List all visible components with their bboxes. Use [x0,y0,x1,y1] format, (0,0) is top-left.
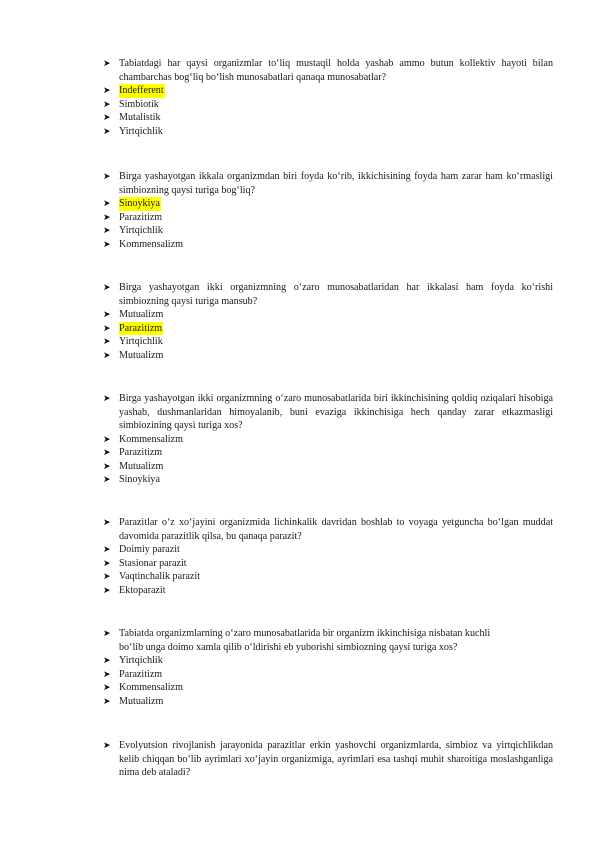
option [102,543,553,557]
option-label: Kommensalizm [119,433,183,445]
option-label: Ektoparazit [119,584,166,596]
option [102,473,553,487]
option-label: Parazitizm [119,447,163,458]
option-label: Parazitizm [119,668,163,680]
option-label-highlighted: Sinoykiya [119,198,160,209]
option [102,460,553,474]
question-2 [102,170,553,251]
arrow-bullet-icon: ➤ [103,309,111,319]
arrow-bullet-icon: ➤ [103,349,111,360]
question-text [102,57,553,84]
option [102,308,553,322]
question-2-text: Birga yashayotgan ikkala organizmdan biri foyda ko‘rib, ikkichisining foyda ham zarar ham ko‘rmasligi simbiozning qaysi turiga bog‘liq? [119,171,553,196]
option-label-highlighted: Indefferent [119,85,164,96]
question-text [102,392,553,433]
arrow-bullet-icon: ➤ [103,198,111,208]
question-4-text: Birga yashayotgan ikki organizmning o‘zaro munosabatlarida biri ikkinchisining qoldiq oziqalari hisobiga yashab, dushmanlaridan himoyalanib, buni evaziga ikkinchisiga hech qanday zarar etkazmasligi simbiozining qaysi turiga xos? [119,393,553,431]
question-text-line [102,627,553,641]
arrow-bullet-icon: ➤ [103,460,111,471]
arrow-bullet-icon: ➤ [103,85,111,95]
arrow-bullet-icon: ➤ [103,393,111,403]
option [102,557,553,571]
option [102,584,553,598]
option-label: Yirtqichlik [119,225,163,236]
option [102,570,553,584]
question-3-text: Birga yashayotgan ikki organizmning o‘zaro munosabatlaridan har ikkalasi ham foyda ko‘rishi simbiozning qaysi turiga mansub? [119,282,553,307]
option-label: Parazitizm [119,211,163,223]
arrow-bullet-icon: ➤ [103,322,111,333]
option-label: Mutalistik [119,112,161,123]
question-6-text-line-2: bo‘lib unga doimo xamla qilib o‘ldirishi eb yuborishi simbiozning qaysi turiga xos? [119,641,458,653]
question-1-text: Tabiatdagi har qaysi organizmlar to‘liq mustaqil holda yashab ammo butun kollektiv hayoti bilan chambarchas bog‘liq bo‘lish munosabatlari qanaqa munosabatlar? [119,58,553,83]
arrow-bullet-icon: ➤ [103,571,111,581]
option-label: Mutualizm [119,349,164,361]
arrow-bullet-icon: ➤ [103,447,111,457]
arrow-bullet-icon: ➤ [103,544,111,554]
question-5-text: Parazitlar o‘z xo‘jayini organizmida lichinkalik davridan boshlab to voyaga yetguncha bo‘lgan muddat davomida parazitlik qilsa, bu qanaqa parazit? [119,517,553,542]
option [102,238,553,252]
question-7-text: Evolyutsion rivojlanish jarayonida parazitlar erkin yashovchi organizmlarda, simbioz va yirtqichlikdan kelib chiqqan bo‘lib ayrimlari xo‘jayin organizmiga, ayrimlari esa tashqi muhit sharoitiga moslashganliga nima deb ataladi? [119,740,553,778]
option [102,224,553,238]
option-label: Mutualizm [119,695,164,707]
arrow-bullet-icon: ➤ [103,668,111,679]
option-label: Sinoykiya [119,474,160,485]
arrow-bullet-icon: ➤ [103,740,111,750]
option-label-highlighted: Parazitizm [119,322,163,334]
option-label: Kommensalizm [119,238,183,250]
arrow-bullet-icon: ➤ [103,282,111,292]
option-label: Kommensalizm [119,682,183,693]
arrow-bullet-icon: ➤ [103,682,111,692]
option [102,125,553,139]
arrow-bullet-icon: ➤ [103,211,111,222]
option [102,349,553,363]
question-text-line [102,641,553,655]
question-text [102,516,553,543]
option-label: Yirtqichlik [119,336,163,347]
question-7 [102,739,553,780]
arrow-bullet-icon: ➤ [103,695,111,706]
option-label: Mutualizm [119,460,164,472]
option [102,695,553,709]
option-label: Yirtqichlik [119,125,163,137]
option [102,211,553,225]
option-label: Yirtqichlik [119,655,163,666]
arrow-bullet-icon: ➤ [103,517,111,527]
arrow-bullet-icon: ➤ [103,557,111,568]
option-label: Simbiotik [119,98,159,110]
arrow-bullet-icon: ➤ [103,655,111,665]
option [102,654,553,668]
arrow-bullet-icon: ➤ [103,225,111,235]
arrow-bullet-icon: ➤ [103,584,111,595]
question-5 [102,516,553,597]
arrow-bullet-icon: ➤ [103,336,111,346]
arrow-bullet-icon: ➤ [103,171,111,181]
option [102,111,553,125]
question-text [102,739,553,780]
option-label: Vaqtinchalik parazit [119,571,200,582]
question-text [102,170,553,197]
option [102,668,553,682]
option [102,681,553,695]
option [102,433,553,447]
arrow-bullet-icon: ➤ [103,58,111,68]
question-4 [102,392,553,487]
arrow-bullet-icon: ➤ [103,98,111,109]
question-6-text-line-1: Tabiatda organizmlarning o‘zaro munosabatlarida bir organizm ikkinchisiga nisbatan kuchli [119,628,491,639]
question-6 [102,627,553,708]
option-label: Mutualizm [119,309,164,320]
question-1 [102,57,553,138]
option [102,322,553,336]
option-label: Doimiy parazit [119,544,180,555]
option [102,98,553,112]
arrow-bullet-icon: ➤ [103,433,111,444]
question-text [102,281,553,308]
option [102,335,553,349]
option-label: Stasionar parazit [119,557,187,569]
arrow-bullet-icon: ➤ [103,112,111,122]
arrow-bullet-icon: ➤ [103,474,111,484]
option [102,197,553,211]
arrow-bullet-icon: ➤ [103,238,111,249]
question-3 [102,281,553,362]
option [102,84,553,98]
arrow-bullet-icon: ➤ [103,628,111,638]
option [102,446,553,460]
arrow-bullet-icon: ➤ [103,125,111,136]
